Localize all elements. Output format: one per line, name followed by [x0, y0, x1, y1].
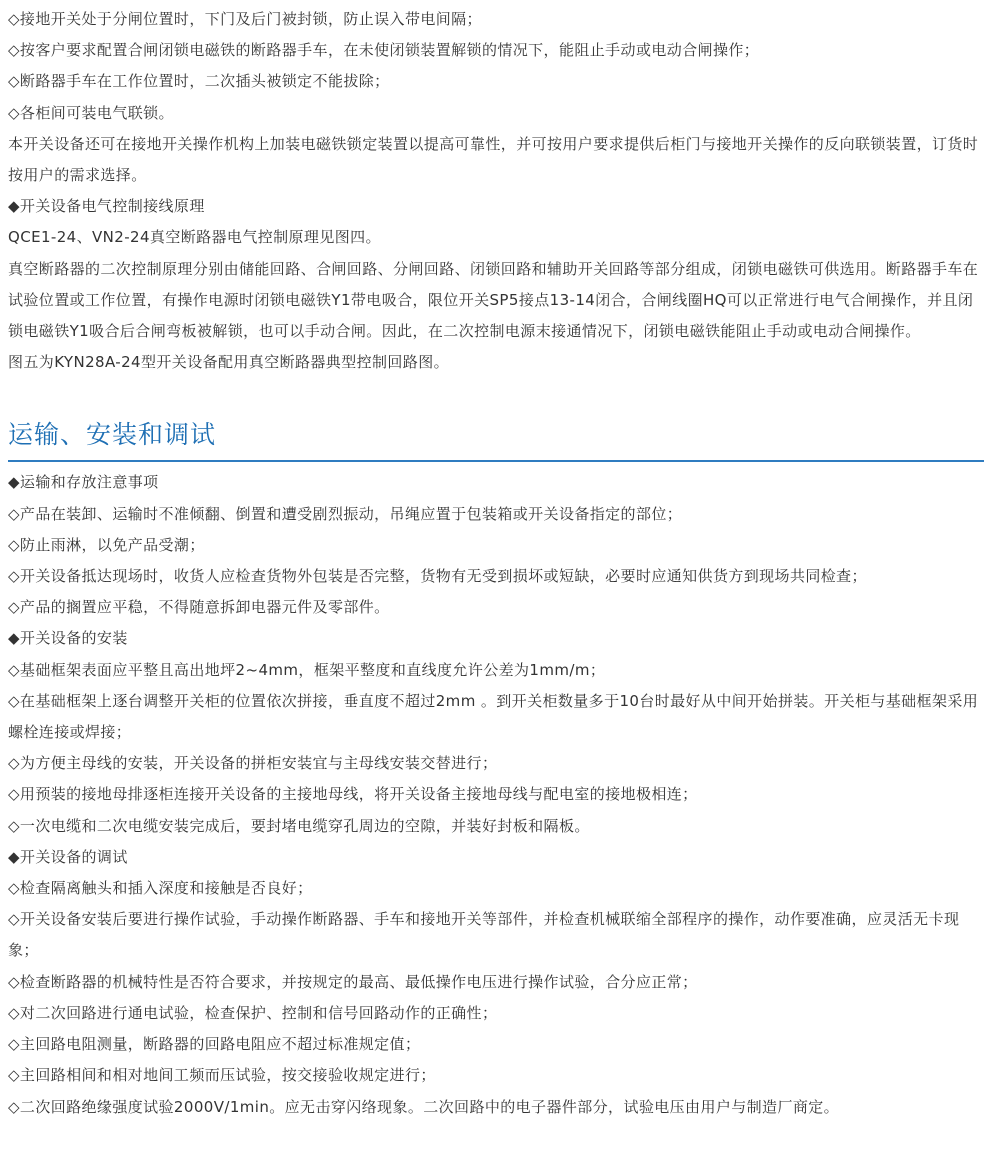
section-divider	[8, 460, 984, 462]
intro-line: ◇各柜间可装电气联锁。	[8, 103, 174, 122]
body-line: ◇开关设备安装后要进行操作试验，手动操作断路器、手车和接地开关等部件，并检查机械联缩全部程序的操作，动作要准确，应灵活无卡现象；	[8, 910, 960, 960]
body-line: ◇用预装的接地母排逐柜连接开关设备的主接地母线，将开关设备主接地母线与配电室的接地极相连；	[8, 785, 698, 804]
body-line: ◇产品在装卸、运输时不准倾翻、倒置和遭受剧烈振动，吊绳应置于包装箱或开关设备指定的部位；	[8, 504, 683, 523]
body-line: ◇开关设备抵达现场时，收货人应检查货物外包装是否完整，货物有无受到损坏或短缺，必要时应通知供货方到现场共同检查；	[8, 567, 867, 586]
intro-line: ◇按客户要求配置合闸闭锁电磁铁的断路器手车，在未使闭锁装置解锁的情况下，能阻止手动或电动合闸操作；	[8, 41, 760, 60]
body-line: ◇检查断路器的机械特性是否符合要求，并按规定的最高、最低操作电压进行操作试验，合分应正常；	[8, 972, 698, 991]
body-line: ◇主回路电阻测量，断路器的回路电阻应不超过标准规定值；	[8, 1035, 421, 1054]
body-line: ◇在基础框架上逐台调整开关柜的位置依次拼接，垂直度不超过2mm 。到开关柜数量多于10台时最好从中间开始拼装。开关柜与基础框架采用螺栓连接或焊接；	[8, 691, 979, 742]
section-body	[8, 467, 984, 1122]
intro-line: 图五为KYN28A-24型开关设备配用真空断路器典型控制回路图。	[8, 353, 450, 372]
body-line: ◇二次回路绝缘强度试验2000V/1min。应无击穿闪络现象。二次回路中的电子器件部分，试验电压由用户与制造厂商定。	[8, 1097, 840, 1116]
intro-block	[8, 4, 984, 378]
body-line: ◇对二次回路进行通电试验，检查保护、控制和信号回路动作的正确性；	[8, 1003, 498, 1022]
intro-line: ◇断路器手车在工作位置时，二次插头被锁定不能拔除；	[8, 72, 390, 91]
subheading-wiring-principle: ◆开关设备电气控制接线原理	[8, 197, 205, 216]
body-line: ◇产品的搁置应平稳，不得随意拆卸电器元件及零部件。	[8, 598, 390, 617]
body-line: ◇主回路相间和相对地间工频而压试验，按交接验收规定进行；	[8, 1066, 436, 1085]
subheading-installation: ◆开关设备的安装	[8, 629, 128, 648]
section-title: 运输、安装和调试	[8, 420, 217, 450]
intro-line: ◇接地开关处于分闸位置时，下门及后门被封锁，防止误入带电间隔；	[8, 10, 482, 28]
intro-paragraph: 真空断路器的二次控制原理分别由储能回路、合闸回路、分闸回路、闭锁回路和辅助开关回路等部分组成，闭锁电磁铁可供选用。断路器手车在试验位置或工作位置，有操作电源时闭锁电磁铁Y1带电吸合，限位开关SP5接点13-14闭合，合闸线圈HQ可以正常进行电气合闸操作，并且闭锁电磁铁Y1吸合后合闸弯板被解锁，也可以手动合闸。因此，在二次控制电源末接通情况下，闭锁电磁铁能阻止手动或电动合闸操作。	[8, 259, 979, 341]
body-line: ◇为方便主母线的安装，开关设备的拼柜安装宜与主母线安装交替进行；	[8, 754, 498, 773]
intro-line: QCE1-24、VN2-24真空断路器电气控制原理见图四。	[8, 228, 381, 247]
body-line: ◇一次电缆和二次电缆安装完成后，要封堵电缆穿孔周边的空隙，并装好封板和隔板。	[8, 816, 590, 835]
body-line: ◇防止雨淋，以免产品受潮；	[8, 535, 205, 554]
body-line: ◇检查隔离触头和插入深度和接触是否良好；	[8, 879, 313, 898]
intro-paragraph: 本开关设备还可在接地开关操作机构上加装电磁铁锁定装置以提高可靠性，并可按用户要求提供后柜门与接地开关操作的反向联锁装置，订货时按用户的需求选择。	[8, 134, 979, 185]
subheading-transport: ◆运输和存放注意事项	[8, 473, 159, 492]
subheading-commissioning: ◆开关设备的调试	[8, 847, 128, 866]
body-line: ◇基础框架表面应平整且高出地坪2~4mm，框架平整度和直线度允许公差为1mm/m；	[8, 660, 606, 679]
